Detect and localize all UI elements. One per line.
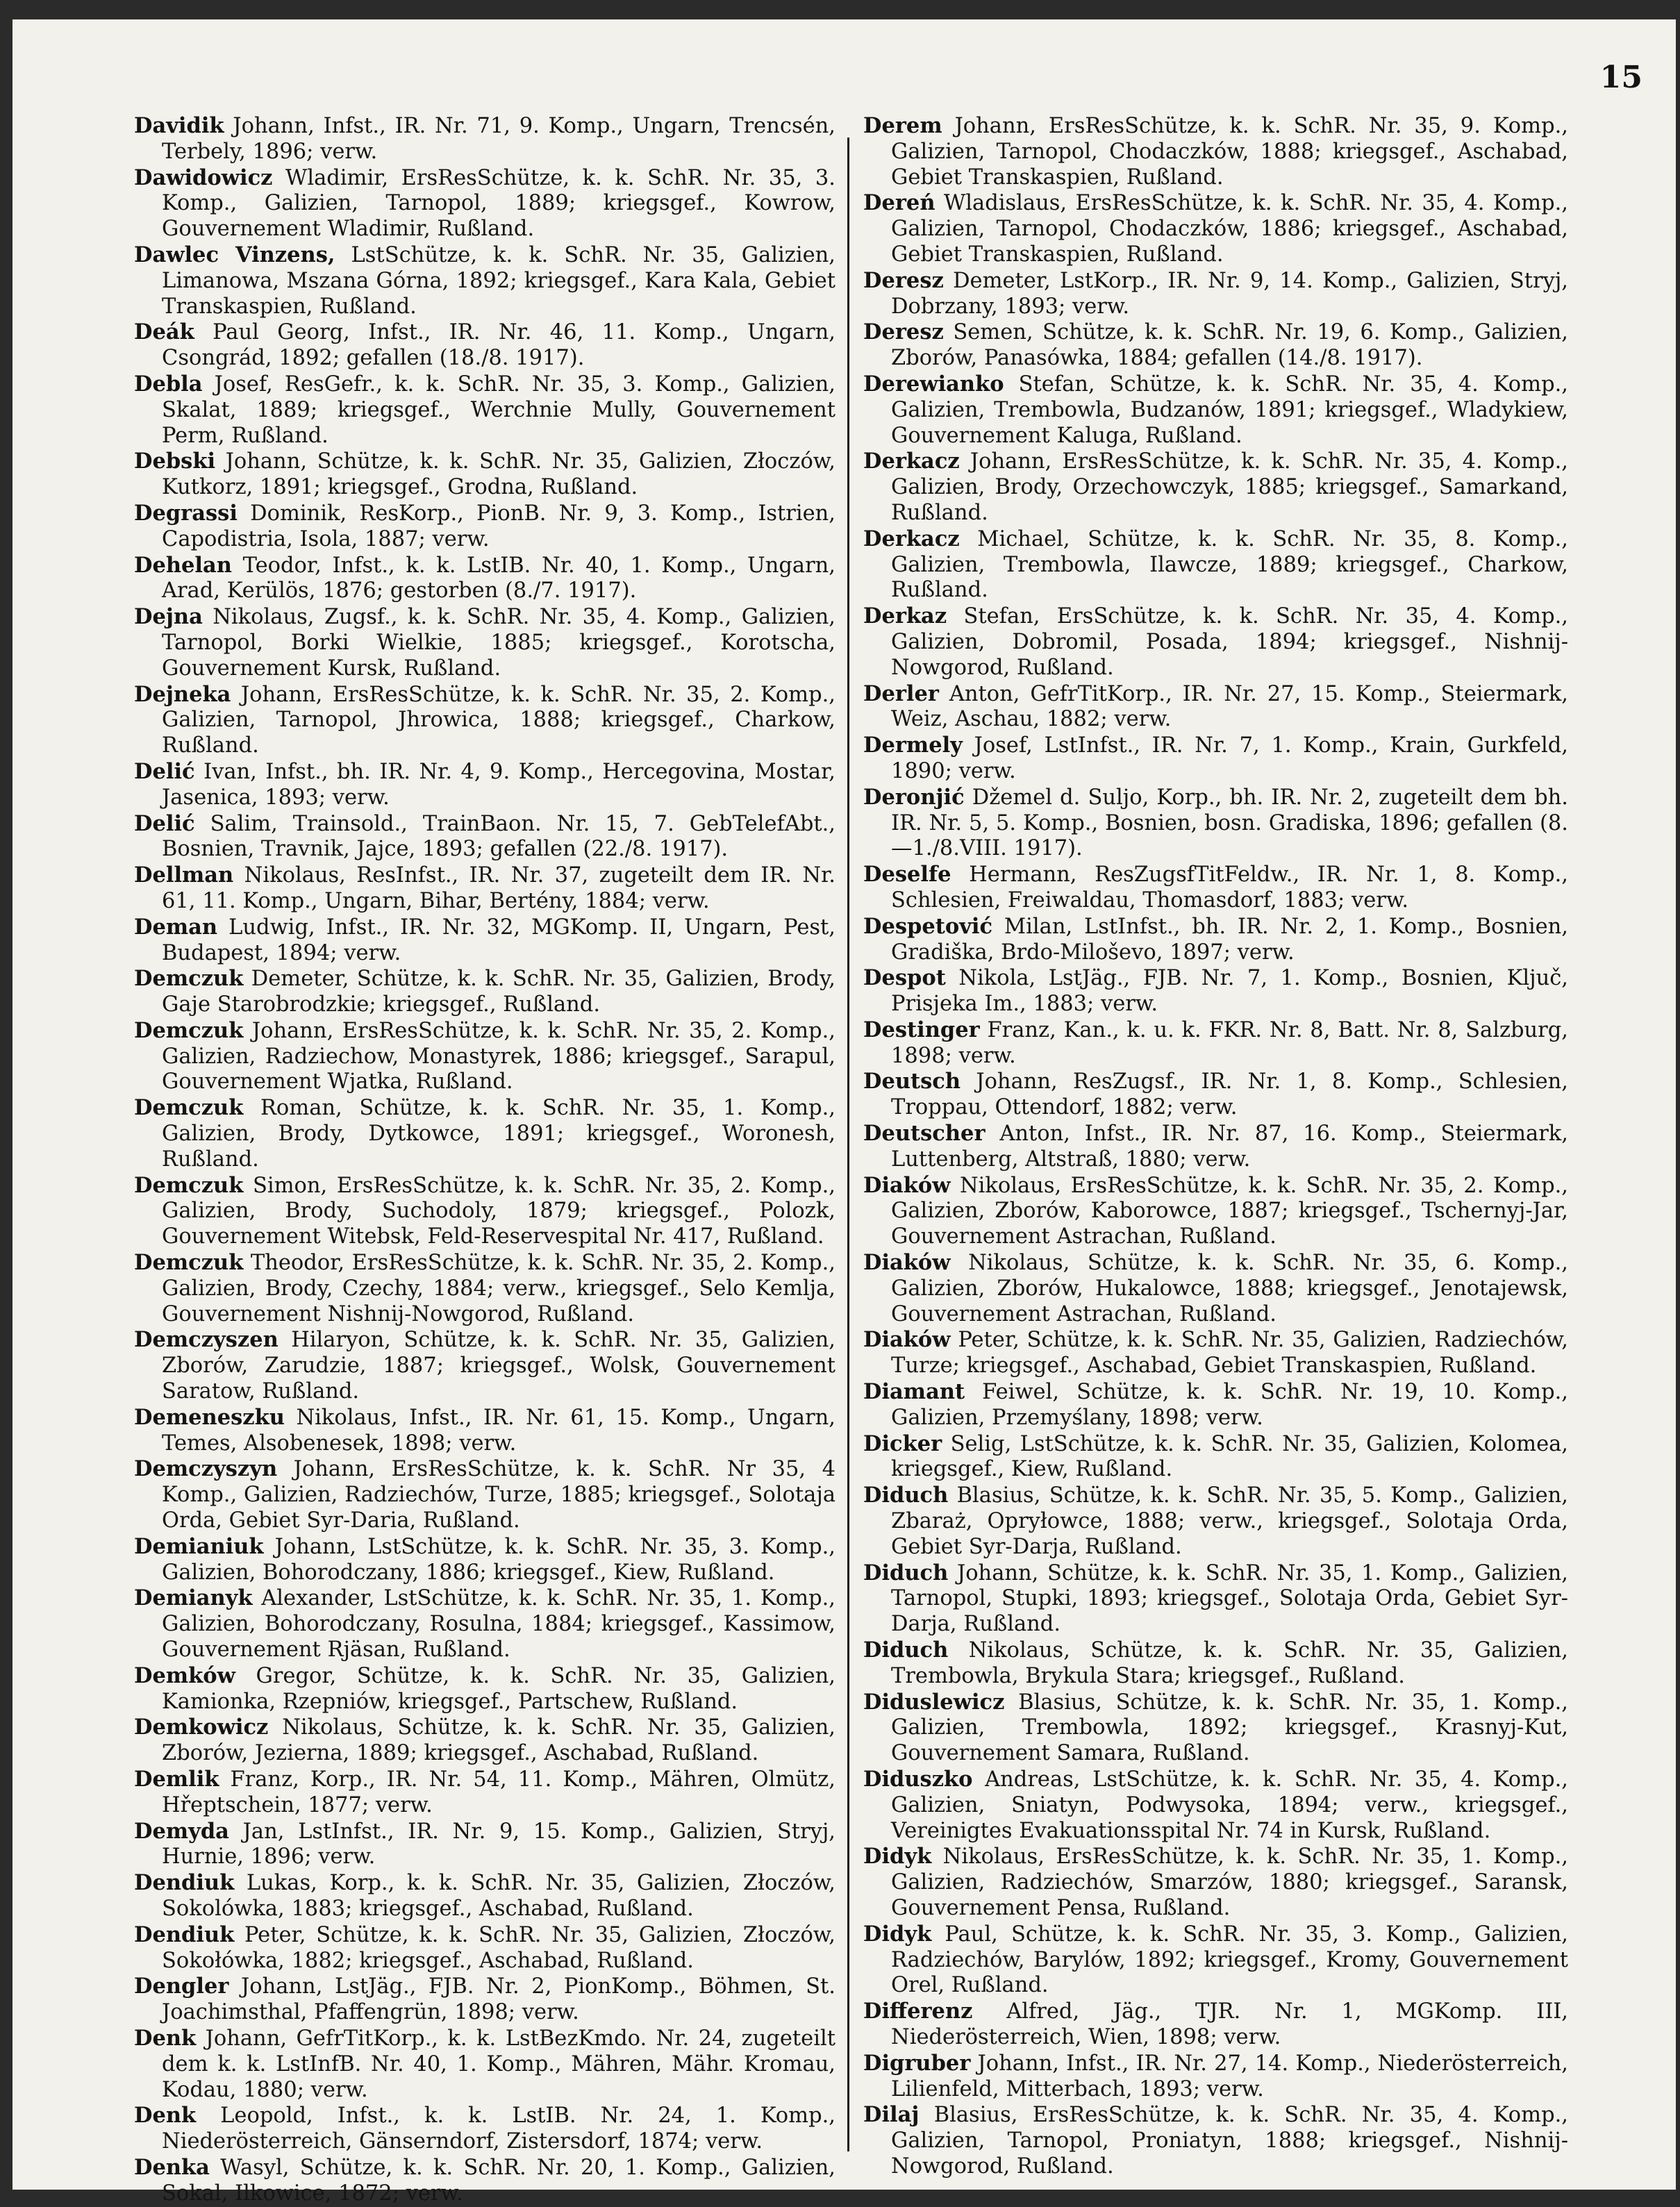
roster-entry (863, 1379, 1568, 1431)
entry-surname: Dicker (863, 1431, 942, 1456)
entry-surname: Dehelan (134, 552, 232, 578)
entry-details: Hermann, ResZugsfTitFeldw., IR. Nr. 1, 8. Komp., Schlesien, Freiwaldau, Thomasdorf, 1883; verw. (891, 863, 1568, 913)
roster-entry (863, 190, 1568, 267)
entry-details: Nikolaus, ResInfst., IR. Nr. 37, zugeteilt dem IR. Nr. 61, 11. Komp., Ungarn, Bihar, Bertény, 1884; verw. (162, 863, 835, 913)
entry-details: Salim, Trainsold., TrainBaon. Nr. 15, 7. GebTelefAbt., Bosnien, Travnik, Jajce, 1893; gefallen (22./8. 1917). (162, 811, 835, 862)
entry-surname: Didyk (863, 1921, 932, 1947)
roster-entry (863, 449, 1568, 526)
roster-entry (134, 1715, 835, 1767)
roster-entry (863, 1560, 1568, 1638)
roster-entry (863, 681, 1568, 733)
entry-surname: Dendiuk (134, 1922, 235, 1947)
roster-entry (863, 526, 1568, 603)
entry-surname: Diaków (863, 1172, 951, 1198)
entry-surname: Demczuk (134, 1095, 244, 1121)
entry-details: Selig, LstSchütze, k. k. SchR. Nr. 35, Galizien, Kolomea, kriegsgef., Kiew, Rußland. (891, 1431, 1568, 1482)
entry-details: Johann, ErsResSchütze, k. k. SchR. Nr 35, 4 Komp., Galizien, Radziechów, Turze, 1885; kriegsgef., Solotaja Orda, Gebiet Syr-Daria, Rußland. (162, 1457, 835, 1533)
roster-entry (863, 1844, 1568, 1921)
entry-details: Anton, Infst., IR. Nr. 87, 16. Komp., Steiermark, Luttenberg, Altstraß, 1880; verw. (891, 1122, 1568, 1172)
roster-entry (134, 604, 835, 681)
entry-surname: Deák (134, 319, 194, 345)
entry-details: Simon, ErsResSchütze, k. k. SchR. Nr. 35, 2. Komp., Galizien, Brody, Suchodoly, 1879; kriegsgef., Polozk, Gouvernement Witebsk, Feld-Reservespital Nr. 417, Rußland. (162, 1173, 835, 1249)
entry-surname: Denk (134, 2103, 197, 2129)
roster-entry (134, 2155, 835, 2207)
roster-entry (863, 268, 1568, 320)
entry-surname: Differenz (863, 1999, 973, 2024)
entry-surname: Diaków (863, 1327, 951, 1353)
entry-surname: Derem (863, 113, 942, 138)
entry-details: Paul Georg, Infst., IR. Nr. 46, 11. Komp., Ungarn, Csongrád, 1892; gefallen (18./8. 1917). (162, 320, 835, 371)
roster-entry (863, 1173, 1568, 1250)
roster-entry (863, 1767, 1568, 1844)
entry-surname: Didyk (863, 1844, 932, 1869)
entry-surname: Deman (134, 914, 218, 940)
entry-surname: Demlik (134, 1767, 219, 1792)
entry-surname: Debla (134, 371, 203, 397)
document-page (13, 19, 1676, 2206)
entry-details: Roman, Schütze, k. k. SchR. Nr. 35, 1. Komp., Galizien, Brody, Dytkowce, 1891; kriegsgef., Woronesh, Rußland. (162, 1096, 835, 1172)
entry-details: Demeter, LstKorp., IR. Nr. 9, 14. Komp., Galizien, Stryj, Dobrzany, 1893; verw. (891, 268, 1568, 319)
entry-details: Alexander, LstSchütze, k. k. SchR. Nr. 35, 1. Komp., Galizien, Bohorodczany, Rosulna, 1884; kriegsgef., Kassimow, Gouvernement Rjäsan, Rußland. (162, 1586, 835, 1663)
entry-details: Anton, GefrTitKorp., IR. Nr. 27, 15. Komp., Steiermark, Weiz, Aschau, 1882; verw. (891, 681, 1568, 732)
entry-surname: Demków (134, 1663, 235, 1688)
roster-entry (134, 319, 835, 372)
entry-surname: Delić (134, 810, 195, 836)
entry-details: Nikolaus, Schütze, k. k. SchR. Nr. 35, Galizien, Trembowla, Brykula Stara; kriegsgef., Rußland. (891, 1638, 1568, 1688)
page-number: 15 (1599, 60, 1642, 95)
roster-entry (863, 1690, 1568, 1767)
roster-entry (134, 1095, 835, 1172)
roster-entry (134, 113, 835, 165)
roster-entry (863, 603, 1568, 681)
roster-entry (134, 2103, 835, 2155)
roster-entry (134, 501, 835, 553)
entry-surname: Diduch (863, 1638, 949, 1663)
entry-surname: Diduslewicz (863, 1689, 1005, 1715)
roster-entry (134, 966, 835, 1018)
entry-details: Ludwig, Infst., IR. Nr. 32, MGKomp. II, Ungarn, Pest, Budapest, 1894; verw. (162, 915, 835, 965)
entry-details: Johann, LstJäg., FJB. Nr. 2, PionKomp., Böhmen, St. Joachimsthal, Pfaffengrün, 1898; verw. (162, 1974, 835, 2025)
roster-entry (863, 1999, 1568, 2051)
entry-details: Josef, LstInfst., IR. Nr. 7, 1. Komp., Krain, Gurkfeld, 1890; verw. (891, 733, 1568, 783)
entry-surname: Demkowicz (134, 1715, 269, 1740)
entry-surname: Demczuk (134, 1017, 244, 1043)
roster-entry (134, 372, 835, 449)
entry-surname: Demczyszyn (134, 1456, 278, 1482)
roster-entry (134, 1534, 835, 1586)
roster-entry (134, 2026, 835, 2103)
roster-entry (134, 1974, 835, 2026)
roster-entry (134, 242, 835, 319)
roster-entry (134, 1018, 835, 1095)
entry-details: Nikolaus, ErsResSchütze, k. k. SchR. Nr. 35, 2. Komp., Galizien, Zborów, Kaborowce, 1887; kriegsgef., Tschernyj-Jar, Gouvernement Astrachan, Rußland. (891, 1173, 1568, 1249)
entry-details: Josef, ResGefr., k. k. SchR. Nr. 35, 3. Komp., Galizien, Skalat, 1889; kriegsgef., Werchnie Mully, Gouvernement Perm, Rußland. (162, 372, 835, 448)
entry-details: Johann, Infst., IR. Nr. 71, 9. Komp., Ungarn, Trencsén, Terbely, 1896; verw. (162, 114, 835, 164)
roster-entry (134, 1767, 835, 1819)
entry-surname: Derewianko (863, 371, 1004, 397)
entry-details: Johann, ErsResSchütze, k. k. SchR. Nr. 35, 2. Komp., Galizien, Radziechow, Monastyrek, 1886; kriegsgef., Sarapul, Gouvernement Wjatka, Rußland. (162, 1018, 835, 1094)
entry-surname: Demeneszku (134, 1404, 285, 1430)
entry-surname: Diduch (863, 1483, 949, 1508)
entry-details: Jan, LstInfst., IR. Nr. 9, 15. Komp., Galizien, Stryj, Hurnie, 1896; verw. (162, 1819, 835, 1869)
entry-details: Michael, Schütze, k. k. SchR. Nr. 35, 8. Komp., Galizien, Trembowla, Ilawcze, 1889; kriegsgef., Charkow, Rußland. (891, 526, 1568, 603)
entry-surname: Diduszko (863, 1767, 973, 1792)
entry-details: Gregor, Schütze, k. k. SchR. Nr. 35, Galizien, Kamionka, Rzepniów, kriegsgef., Partschew, Rußland. (162, 1663, 835, 1714)
entry-details: Wasyl, Schütze, k. k. SchR. Nr. 20, 1. Komp., Galizien, Sokal, Ilkowice, 1872; verw. (162, 2155, 835, 2206)
entry-surname: Demczyszen (134, 1327, 278, 1353)
roster-entry (134, 1819, 835, 1871)
entry-surname: Dellman (134, 863, 234, 888)
entry-details: Nikolaus, Schütze, k. k. SchR. Nr. 35, Galizien, Zborów, Jezierna, 1889; kriegsgef., Aschabad, Rußland. (162, 1715, 835, 1766)
roster-entry (863, 1121, 1568, 1173)
entry-details: Johann, ResZugsf., IR. Nr. 1, 8. Komp., Schlesien, Troppau, Ottendorf, 1882; verw. (891, 1069, 1568, 1120)
entry-surname: Dilaj (863, 2102, 920, 2128)
entry-surname: Demczuk (134, 1250, 244, 1276)
roster-entry (134, 811, 835, 863)
roster-entry (863, 1431, 1568, 1483)
entry-surname: Davidik (134, 113, 224, 138)
entry-details: Wladislaus, ErsResSchütze, k. k. SchR. Nr. 35, 4. Komp., Galizien, Tarnopol, Chodaczków, 1886; kriegsgef., Aschabad, Gebiet Transkaspien, Rußland. (891, 191, 1569, 267)
entry-surname: Diduch (863, 1560, 949, 1585)
roster-entry (134, 1327, 835, 1404)
entry-details: Peter, Schütze, k. k. SchR. Nr. 35, Galizien, Złoczów, Sokołówka, 1882; kriegsgef., Aschabad, Rußland. (162, 1922, 835, 1973)
entry-details: Theodor, ErsResSchütze, k. k. SchR. Nr. 35, 2. Komp., Galizien, Brody, Czechy, 1884; verw., kriegsgef., Selo Kemlja, Gouvernement Nishnij-Nowgorod, Rußland. (162, 1251, 836, 1326)
entry-details: Franz, Korp., IR. Nr. 54, 11. Komp., Mähren, Olmütz, Hřeptschein, 1877; verw. (162, 1767, 835, 1817)
roster-entry (863, 1017, 1568, 1069)
roster-entry (134, 1250, 835, 1327)
entry-surname: Derkaz (863, 603, 947, 629)
roster-entry (863, 785, 1568, 862)
entry-details: Alfred, Jäg., TJR. Nr. 1, MGKomp. III, Niederösterreich, Wien, 1898; verw. (891, 1999, 1568, 2049)
entry-details: Demeter, Schütze, k. k. SchR. Nr. 35, Galizien, Brody, Gaje Starobrodzkie; kriegsgef., Rußland. (162, 967, 835, 1017)
roster-entry (863, 1250, 1568, 1327)
entry-surname: Demyda (134, 1818, 229, 1844)
entry-details: LstSchütze, k. k. SchR. Nr. 35, Galizien, Limanowa, Mszana Górna, 1892; kriegsgef., Kara Kala, Gebiet Transkaspien, Rußland. (162, 242, 835, 319)
entry-surname: Diamant (863, 1379, 965, 1405)
entry-surname: Deresz (863, 319, 944, 345)
entry-surname: Destinger (863, 1017, 980, 1042)
roster-entry (134, 682, 835, 759)
entry-details: Johann, LstSchütze, k. k. SchR. Nr. 35, 3. Komp., Galizien, Bohorodczany, 1886; kriegsgef., Kiew, Rußland. (162, 1534, 835, 1585)
roster-entry (134, 1870, 835, 1922)
entry-details: Blasius, ErsResSchütze, k. k. SchR. Nr. 35, 4. Komp., Galizien, Tarnopol, Proniatyn, 1888; kriegsgef., Nishnij-Nowgorod, Rußland. (891, 2103, 1568, 2179)
entry-surname: Dawlec Vinzens, (134, 242, 335, 267)
entry-details: Milan, LstInfst., bh. IR. Nr. 2, 1. Komp., Bosnien, Gradiška, Brdo-Miloševo, 1897; verw. (891, 914, 1568, 965)
roster-entry (863, 862, 1568, 914)
roster-entry (863, 733, 1568, 785)
entry-details: Peter, Schütze, k. k. SchR. Nr. 35, Galizien, Radziechów, Turze; kriegsgef., Aschabad, Gebiet Transkaspien, Rußland. (891, 1328, 1568, 1379)
entry-details: Stefan, Schütze, k. k. SchR. Nr. 35, 4. Komp., Galizien, Trembowla, Budzanów, 1891; kriegsgef., Wladykiew, Gouvernement Kaluga, Rußland. (891, 372, 1569, 448)
entry-details: Teodor, Infst., k. k. LstIB. Nr. 40, 1. Komp., Ungarn, Arad, Kerülös, 1876; gestorben (8./7. 1917). (162, 553, 835, 603)
roster-entry (134, 1663, 835, 1715)
roster-entry (863, 2102, 1568, 2179)
entry-surname: Debski (134, 449, 216, 474)
entry-details: Nikolaus, Schütze, k. k. SchR. Nr. 35, 6. Komp., Galizien, Zborów, Hukalowce, 1888; kriegsgef., Jenotajewsk, Gouvernement Astrachan, Rußland. (891, 1251, 1568, 1326)
roster-entry (134, 915, 835, 967)
entry-surname: Derkacz (863, 449, 960, 474)
entry-surname: Despot (863, 965, 946, 991)
entry-surname: Dermely (863, 733, 963, 758)
entry-surname: Dendiuk (134, 1870, 235, 1896)
entry-details: Nikolaus, ErsResSchütze, k. k. SchR. Nr. 35, 1. Komp., Galizien, Radziechów, Smarzów, 1880; kriegsgef., Saransk, Gouvernement Pensa, Rußland. (891, 1844, 1568, 1920)
entry-details: Nikola, LstJäg., FJB. Nr. 7, 1. Komp., Bosnien, Ključ, Prisjeka Im., 1883; verw. (891, 966, 1568, 1017)
column-divider (847, 138, 849, 2151)
entry-details: Johann, ErsResSchütze, k. k. SchR. Nr. 35, 2. Komp., Galizien, Tarnopol, Jhrowica, 1888; kriegsgef., Charkow, Rußland. (162, 682, 835, 758)
entry-surname: Dejna (134, 604, 203, 630)
entry-surname: Demczuk (134, 966, 244, 992)
roster-entry (863, 965, 1568, 1017)
entry-surname: Dejneka (134, 681, 231, 707)
entry-surname: Deronjić (863, 784, 965, 810)
entry-details: Wladimir, ErsResSchütze, k. k. SchR. Nr. 35, 3. Komp., Galizien, Tarnopol, 1889; kriegsgef., Kowrow, Gouvernement Wladimir, Rußland. (162, 165, 835, 242)
roster-entry (863, 2051, 1568, 2103)
entry-details: Johann, GefrTitKorp., k. k. LstBezKmdo. Nr. 24, zugeteilt dem k. k. LstInfB. Nr. 40, 1. Komp., Mähren, Mähr. Kromau, Kodau, 1880; verw. (162, 2026, 835, 2102)
roster-entry (863, 914, 1568, 966)
entry-surname: Dawidowicz (134, 165, 273, 190)
entry-surname: Demianyk (134, 1585, 253, 1611)
entry-surname: Dereń (863, 190, 935, 216)
entry-details: Dominik, ResKorp., PionB. Nr. 9, 3. Komp., Istrien, Capodistria, Isola, 1887; verw. (162, 501, 835, 551)
entry-surname: Derkacz (863, 526, 960, 551)
entry-surname: Despetović (863, 913, 993, 939)
entry-details: Džemel d. Suljo, Korp., bh. IR. Nr. 2, zugeteilt dem bh. IR. Nr. 5, 5. Komp., Bosnien, bosn. Gradiska, 1896; gefallen (8.—1./8.VIII. 1917). (891, 785, 1568, 861)
entry-surname: Digruber (863, 2050, 971, 2076)
entry-details: Franz, Kan., k. u. k. FKR. Nr. 8, Batt. Nr. 8, Salzburg, 1898; verw. (891, 1017, 1568, 1068)
right-column (863, 113, 1568, 2180)
entry-surname: Deutscher (863, 1121, 985, 1147)
roster-entry (134, 553, 835, 605)
entry-details: Paul, Schütze, k. k. SchR. Nr. 35, 3. Komp., Galizien, Radziechów, Barylów, 1892; kriegsgef., Kromy, Gouvernement Orel, Rußland. (891, 1922, 1568, 1998)
entry-details: Johann, Infst., IR. Nr. 27, 14. Komp., Niederösterreich, Lilienfeld, Mitterbach, 1893; verw. (891, 2051, 1568, 2101)
left-column (134, 113, 835, 2207)
roster-entry (863, 113, 1568, 190)
roster-entry (134, 1405, 835, 1457)
entry-details: Johann, Schütze, k. k. SchR. Nr. 35, Galizien, Złoczów, Kutkorz, 1891; kriegsgef., Grodna, Rußland. (162, 449, 835, 500)
roster-entry (134, 759, 835, 811)
entry-surname: Demianiuk (134, 1533, 264, 1559)
roster-entry (134, 165, 835, 242)
entry-surname: Derler (863, 681, 939, 706)
entry-details: Hilaryon, Schütze, k. k. SchR. Nr. 35, Galizien, Zborów, Zarudzie, 1887; kriegsgef., Wolsk, Gouvernement Saratow, Rußland. (162, 1328, 835, 1404)
entry-details: Lukas, Korp., k. k. SchR. Nr. 35, Galizien, Złoczów, Sokolówka, 1883; kriegsgef., Aschabad, Rußland. (162, 1871, 835, 1921)
roster-entry (863, 1638, 1568, 1690)
entry-surname: Demczuk (134, 1172, 244, 1198)
roster-entry (863, 1327, 1568, 1379)
entry-surname: Denka (134, 2154, 210, 2180)
roster-entry (863, 1069, 1568, 1121)
entry-details: Nikolaus, Infst., IR. Nr. 61, 15. Komp., Ungarn, Temes, Alsobenesek, 1898; verw. (162, 1405, 835, 1456)
entry-surname: Denk (134, 2025, 197, 2051)
roster-entry (863, 1483, 1568, 1560)
entry-details: Semen, Schütze, k. k. SchR. Nr. 19, 6. Komp., Galizien, Zborów, Panasówka, 1884; gefallen (14./8. 1917). (891, 320, 1568, 371)
roster-entry (863, 1922, 1568, 1999)
roster-entry (863, 319, 1568, 372)
entry-details: Johann, ErsResSchütze, k. k. SchR. Nr. 35, 9. Komp., Galizien, Tarnopol, Chodaczków, 1888; kriegsgef., Aschabad, Gebiet Transkaspien, Rußland. (891, 114, 1569, 190)
entry-details: Blasius, Schütze, k. k. SchR. Nr. 35, 5. Komp., Galizien, Zbaraż, Opryłowce, 1888; verw., kriegsgef., Solotaja Orda, Gebiet Syr-Darja, Rußland. (891, 1483, 1568, 1559)
entry-details: Andreas, LstSchütze, k. k. SchR. Nr. 35, 4. Komp., Galizien, Sniatyn, Podwysoka, 1894; verw., kriegsgef., Vereinigtes Evakuationsspital Nr. 74 in Kursk, Rußland. (891, 1767, 1568, 1843)
entry-details: Leopold, Infst., k. k. LstIB. Nr. 24, 1. Komp., Niederösterreich, Gänserndorf, Zistersdorf, 1874; verw. (162, 2104, 835, 2154)
roster-entry (134, 1456, 835, 1533)
entry-details: Feiwel, Schütze, k. k. SchR. Nr. 19, 10. Komp., Galizien, Przemyślany, 1898; verw. (891, 1380, 1568, 1430)
entry-details: Blasius, Schütze, k. k. SchR. Nr. 35, 1. Komp., Galizien, Trembowla, 1892; kriegsgef., Krasnyj-Kut, Gouvernement Samara, Rußland. (891, 1690, 1568, 1766)
roster-entry (134, 449, 835, 501)
entry-surname: Diaków (863, 1250, 951, 1276)
roster-entry (863, 372, 1568, 449)
entry-details: Johann, Schütze, k. k. SchR. Nr. 35, 1. Komp., Galizien, Tarnopol, Stupki, 1893; kriegsgef., Solotaja Orda, Gebiet Syr-Darja, Rußland. (891, 1560, 1568, 1637)
entry-surname: Deresz (863, 267, 944, 293)
roster-entry (134, 1173, 835, 1250)
entry-surname: Degrassi (134, 500, 238, 526)
roster-entry (134, 1922, 835, 1974)
entry-details: Ivan, Infst., bh. IR. Nr. 4, 9. Komp., Hercegovina, Mostar, Jasenica, 1893; verw. (162, 759, 836, 810)
roster-entry (134, 863, 835, 915)
entry-surname: Delić (134, 758, 195, 784)
entry-details: Nikolaus, Zugsf., k. k. SchR. Nr. 35, 4. Komp., Galizien, Tarnopol, Borki Wielkie, 1885; kriegsgef., Korotscha, Gouvernement Kursk, Rußland. (162, 605, 835, 681)
entry-surname: Deselfe (863, 862, 951, 888)
entry-details: Johann, ErsResSchütze, k. k. SchR. Nr. 35, 4. Komp., Galizien, Brody, Orzechowczyk, 1885; kriegsgef., Samarkand, Rußland. (891, 449, 1568, 525)
entry-surname: Dengler (134, 1974, 229, 1999)
roster-entry (134, 1585, 835, 1663)
entry-details: Stefan, ErsSchütze, k. k. SchR. Nr. 35, 4. Komp., Galizien, Dobromil, Posada, 1894; kriegsgef., Nishnij-Nowgorod, Rußland. (891, 604, 1568, 680)
entry-surname: Deutsch (863, 1069, 961, 1094)
